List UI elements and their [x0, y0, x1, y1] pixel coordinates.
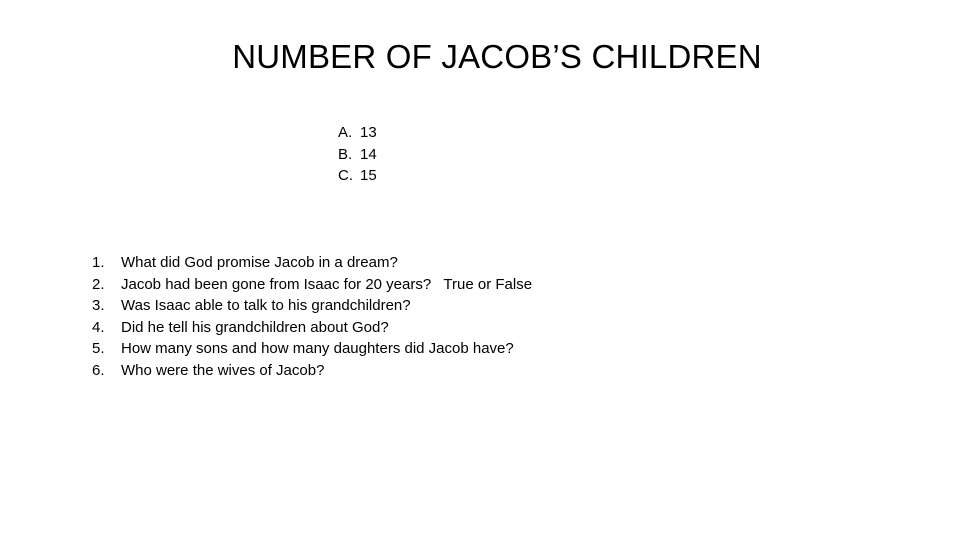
- answer-choice-a: [338, 122, 377, 144]
- answer-text: 13: [360, 124, 377, 141]
- question-item: [92, 338, 532, 360]
- answer-choice-c: [338, 165, 377, 187]
- question-text: How many sons and how many daughters did Jacob have?: [121, 340, 514, 358]
- questions-list: [92, 252, 532, 382]
- question-text: Jacob had been gone from Isaac for 20 years? True or False: [121, 275, 533, 293]
- question-item: [92, 295, 532, 317]
- answer-text: 14: [360, 145, 377, 163]
- question-text: Was Isaac able to talk to his grandchildren?: [121, 297, 411, 315]
- question-number: 5.: [92, 340, 105, 358]
- answer-choices-list: [338, 122, 377, 187]
- question-number: 1.: [92, 254, 105, 271]
- question-item: [92, 317, 532, 339]
- question-item: [92, 252, 532, 274]
- question-number: 4.: [92, 318, 105, 336]
- answer-text: 15: [360, 167, 377, 184]
- slide-title: NUMBER OF JACOB’S CHILDREN: [232, 38, 762, 75]
- answer-choice-b: [338, 144, 377, 166]
- question-number: 3.: [92, 297, 105, 315]
- question-text: Did he tell his grandchildren about God?: [121, 318, 389, 336]
- question-item: [92, 274, 532, 296]
- answer-letter: B.: [338, 145, 353, 163]
- question-number: 2.: [92, 275, 105, 293]
- question-number: 6.: [92, 361, 105, 379]
- answer-letter: A.: [338, 124, 353, 141]
- answer-letter: C.: [338, 167, 353, 184]
- question-item: [92, 360, 532, 382]
- question-text: Who were the wives of Jacob?: [121, 361, 325, 379]
- question-text: What did God promise Jacob in a dream?: [121, 254, 398, 271]
